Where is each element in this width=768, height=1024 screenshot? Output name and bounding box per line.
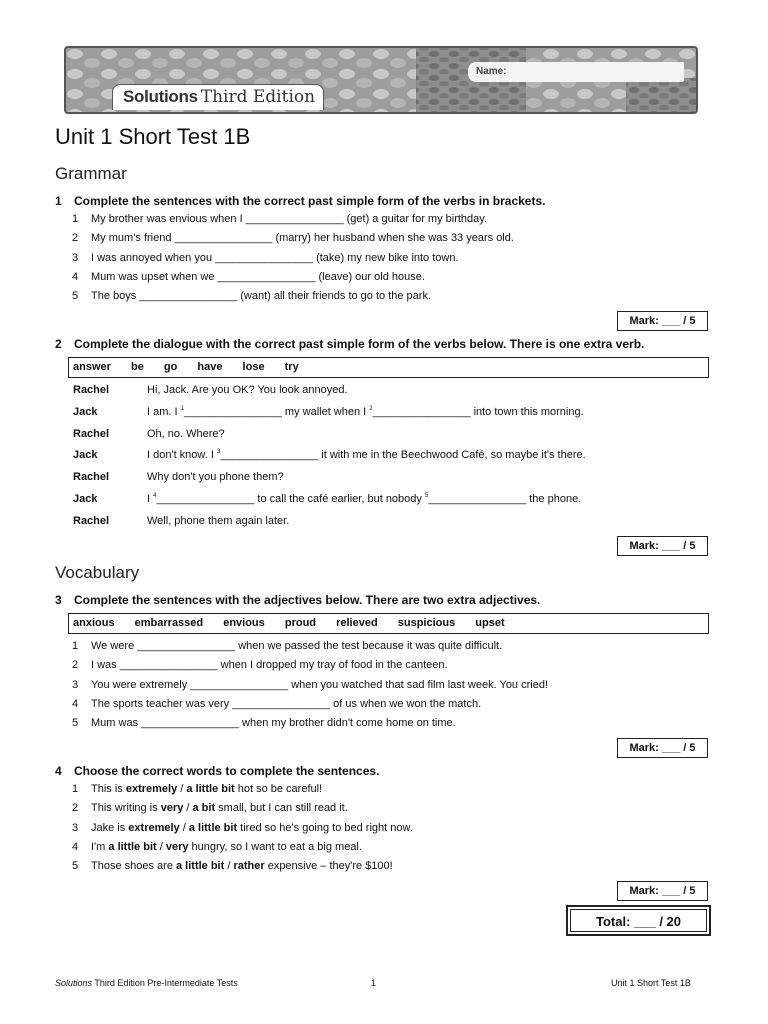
brand-edition: Third Edition bbox=[200, 87, 316, 107]
name-label: Name: bbox=[476, 66, 507, 77]
item-number: 2 bbox=[72, 802, 79, 814]
item-text: I was ________________ when I dropped my tray of food in the canteen. bbox=[91, 659, 448, 671]
item-text: This is extremely / a little bit hot so be careful! bbox=[91, 783, 323, 795]
page-title: Unit 1 Short Test 1B bbox=[55, 124, 251, 149]
question-number: 2 bbox=[55, 337, 62, 351]
option-a[interactable]: extremely bbox=[128, 822, 180, 834]
footer-page-number: 1 bbox=[371, 978, 377, 988]
item-number: 2 bbox=[72, 659, 79, 671]
question-instruction: Complete the sentences with the correct past simple form of the verbs in brackets. bbox=[74, 194, 546, 208]
item-text: I was annoyed when you ________________ (take) my new bike into town. bbox=[91, 252, 459, 264]
question-number: 4 bbox=[55, 764, 62, 778]
section-vocabulary-heading: Vocabulary bbox=[55, 563, 140, 582]
item-number: 4 bbox=[72, 698, 79, 710]
item-number: 3 bbox=[72, 252, 79, 264]
item-text: Those shoes are a little bit / rather expensive – they're $100! bbox=[91, 860, 393, 872]
question-instruction: Complete the sentences with the adjectives below. There are two extra adjectives. bbox=[74, 593, 541, 607]
total-box bbox=[566, 905, 711, 936]
question-number: 1 bbox=[55, 194, 62, 208]
option-b[interactable]: a little bit bbox=[186, 783, 235, 795]
option-b[interactable]: rather bbox=[233, 860, 265, 872]
total-score: Total: ___ / 20 bbox=[570, 909, 707, 932]
question-4-heading bbox=[0, 764, 768, 780]
option-a[interactable]: a little bit bbox=[108, 841, 157, 853]
word-chip: lose bbox=[242, 361, 265, 373]
question-2-heading bbox=[0, 337, 768, 353]
option-b[interactable]: very bbox=[165, 841, 189, 853]
item-text: The sports teacher was very ________________ of us when we won the match. bbox=[91, 698, 482, 710]
item-number: 3 bbox=[72, 822, 79, 834]
dialogue-line: Hi, Jack. Are you OK? You look annoyed. bbox=[147, 384, 348, 396]
question-3-heading bbox=[0, 593, 768, 609]
word-chip: go bbox=[163, 361, 178, 373]
item-number: 1 bbox=[72, 640, 79, 652]
option-a[interactable]: extremely bbox=[125, 783, 178, 795]
dialogue-speaker: Jack bbox=[73, 449, 98, 461]
item-number: 5 bbox=[72, 717, 79, 729]
mark-box-q3: Mark: ___ / 5 bbox=[617, 738, 708, 758]
option-a[interactable]: very bbox=[160, 802, 184, 814]
dialogue-line: I am. I $^1$________________ my wallet when I $^2$________________ into town this morning. bbox=[147, 406, 584, 418]
dialogue-line: Oh, no. Where? bbox=[147, 428, 225, 440]
word-chip: try bbox=[284, 361, 299, 373]
item-text: The boys ________________ (want) all their friends to go to the park. bbox=[91, 290, 432, 302]
item-text: Mum was upset when we ________________ (leave) our old house. bbox=[91, 271, 425, 283]
mark-box-q2: Mark: ___ / 5 bbox=[617, 536, 708, 556]
item-number: 5 bbox=[72, 860, 79, 872]
word-chip: suspicious bbox=[397, 617, 456, 629]
dialogue-line: Well, phone them again later. bbox=[147, 515, 290, 527]
word-box-adjectives bbox=[68, 613, 709, 634]
item-number: 5 bbox=[72, 290, 79, 302]
question-1-heading bbox=[0, 194, 768, 210]
item-number: 4 bbox=[72, 271, 79, 283]
dialogue-line: I don't know. I $^3$________________ it with me in the Beechwood Café, so maybe it's there. bbox=[147, 449, 586, 461]
item-text: I'm a little bit / very hungry, so I want to eat a big meal. bbox=[91, 841, 362, 853]
footer-test-title: Unit 1 Short Test 1B bbox=[611, 978, 691, 988]
dialogue-speaker: Rachel bbox=[73, 471, 110, 483]
word-chip: be bbox=[130, 361, 144, 373]
word-chip: have bbox=[197, 361, 223, 373]
question-instruction: Complete the dialogue with the correct past simple form of the verbs below. There is one extra verb. bbox=[74, 337, 645, 351]
word-chip: answer bbox=[73, 361, 111, 373]
word-chip: envious bbox=[223, 617, 265, 629]
brand-logo bbox=[112, 84, 324, 110]
dialogue-line: Why don't you phone them? bbox=[147, 471, 284, 483]
brand-name: Solutions bbox=[123, 87, 198, 106]
option-a[interactable]: a little bit bbox=[176, 860, 225, 872]
item-number: 4 bbox=[72, 841, 79, 853]
option-b[interactable]: a bit bbox=[192, 802, 216, 814]
item-text: Mum was ________________ when my brother didn't come home on time. bbox=[91, 717, 456, 729]
word-box-verbs bbox=[68, 357, 709, 378]
mark-box-q4: Mark: ___ / 5 bbox=[617, 881, 708, 901]
item-text: You were extremely ________________ when you watched that sad film last week. You cried! bbox=[91, 679, 549, 691]
item-text: Jake is extremely / a little bit tired so he's going to bed right now. bbox=[91, 822, 413, 834]
word-chip: relieved bbox=[336, 617, 378, 629]
question-instruction: Choose the correct words to complete the sentences. bbox=[74, 764, 380, 778]
item-text: My brother was envious when I ________________ (get) a guitar for my birthday. bbox=[91, 213, 488, 225]
item-text: This writing is very / a bit small, but I can still read it. bbox=[91, 802, 348, 814]
section-grammar-heading: Grammar bbox=[55, 164, 127, 183]
dialogue-line: I $^4$________________ to call the café earlier, but nobody $^5$________________ the phone. bbox=[147, 493, 582, 505]
word-chip: embarrassed bbox=[134, 617, 204, 629]
dialogue-speaker: Rachel bbox=[73, 384, 110, 396]
item-text: My mum’s friend ________________ (marry) her husband when she was 33 years old. bbox=[91, 232, 514, 244]
item-number: 1 bbox=[72, 783, 79, 795]
item-text: We were ________________ when we passed the test because it was quite difficult. bbox=[91, 640, 503, 652]
option-b[interactable]: a little bit bbox=[188, 822, 238, 834]
word-chip: anxious bbox=[73, 617, 115, 629]
item-number: 2 bbox=[72, 232, 79, 244]
mark-box-q1: Mark: ___ / 5 bbox=[617, 311, 708, 331]
word-chip: proud bbox=[284, 617, 317, 629]
dialogue-speaker: Jack bbox=[73, 493, 98, 505]
footer-book-title: Solutions Third Edition Pre-Intermediate Tests bbox=[55, 978, 238, 988]
dialogue-speaker: Rachel bbox=[73, 428, 110, 440]
item-number: 3 bbox=[72, 679, 79, 691]
item-number: 1 bbox=[72, 213, 79, 225]
question-number: 3 bbox=[55, 593, 62, 607]
word-chip: upset bbox=[475, 617, 505, 629]
dialogue-speaker: Rachel bbox=[73, 515, 110, 527]
dialogue-speaker: Jack bbox=[73, 406, 98, 418]
